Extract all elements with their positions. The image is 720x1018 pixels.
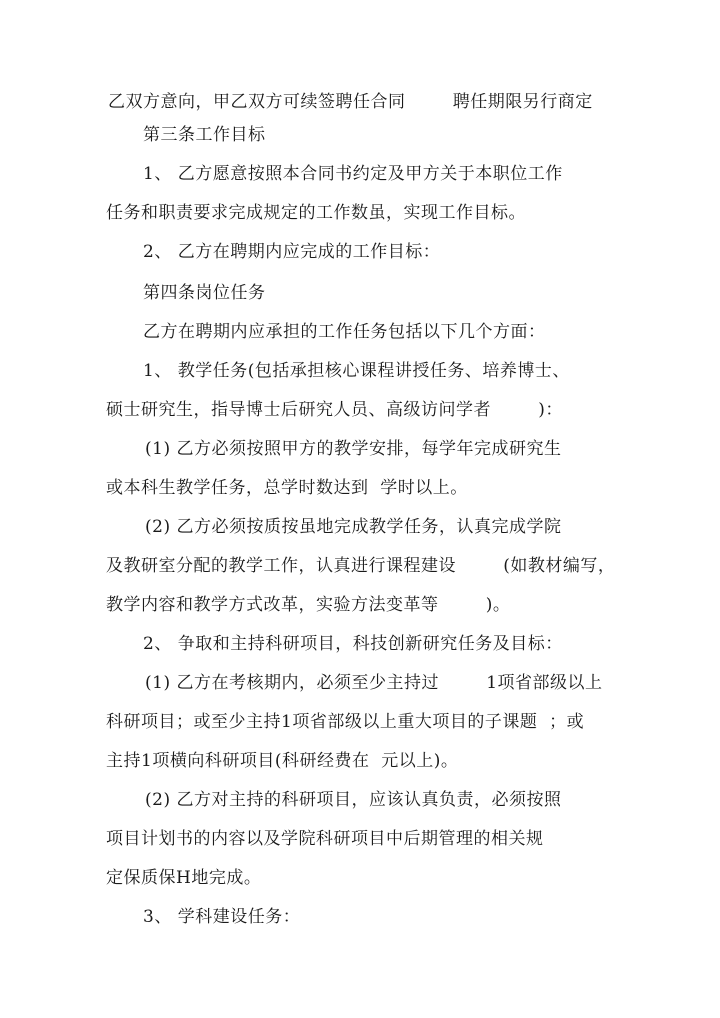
text-line: 科研项目；或至少主持1项省部级以上重大项目的子课题 ；或	[106, 712, 585, 732]
text-line: (2) 乙方对主持的科研项目，应该认真负责，必须按照	[145, 790, 562, 810]
text-line: 3、 学科建设任务：	[143, 907, 301, 927]
text-line: 主持1项横向科研项目(科研经费在 元以上)。	[106, 751, 459, 771]
section-heading: 第四条岗位任务	[143, 283, 266, 303]
text-line: 项目计划书的内容以及学院科研项目中后期管理的相关规	[106, 829, 544, 849]
section-heading: 第三条工作目标	[143, 125, 266, 145]
text-line: 乙双方意向，甲乙双方可续签聘任合同 聘任期限另行商定	[108, 92, 593, 112]
text-line: 1、 教学任务(包括承担核心课程讲授任务、培养博士、	[143, 361, 570, 381]
text-line: 2、 乙方在聘期内应完成的工作目标：	[143, 242, 441, 262]
text-line: 硕士研究生，指导博士后研究人员、高级访问学者 )：	[106, 400, 563, 420]
text-line: 1、 乙方愿意按照本合同书约定及甲方关于本职位工作	[143, 164, 563, 184]
text-line: (1) 乙方必须按照甲方的教学安排，每学年完成研究生	[145, 439, 562, 459]
text-line: 任务和职责要求完成规定的工作数虽，实现工作目标。	[106, 203, 526, 223]
text-line: 2、 争取和主持科研项目，科技创新研究任务及目标：	[143, 634, 563, 654]
text-line: 或本科生教学任务，总学时数达到 学时以上。	[106, 478, 468, 498]
text-line: 及教研室分配的教学工作，认真进行课程建设 (如教材编写，	[106, 556, 616, 576]
text-line: 教学内容和教学方式改革，实验方法变革等 )。	[106, 595, 511, 615]
text-line: (1) 乙方在考核期内，必须至少主持过 1项省部级以上	[145, 673, 603, 693]
text-line: (2) 乙方必须按质按虽地完成教学任务，认真完成学院	[145, 517, 562, 537]
text-line: 乙方在聘期内应承担的工作任务包括以下几个方面：	[143, 322, 546, 342]
text-line: 定保质保H地完成。	[106, 868, 262, 888]
